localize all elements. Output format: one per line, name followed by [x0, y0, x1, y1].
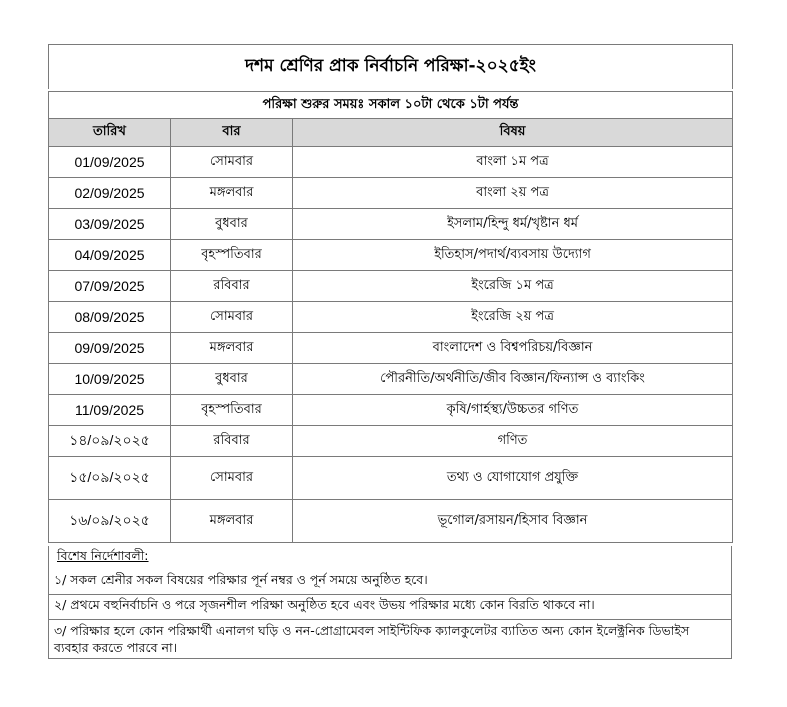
exam-title: দশম শ্রেণির প্রাক নির্বাচনি পরিক্ষা-২০২৫ইং [49, 45, 733, 90]
cell-day: সোমবার [171, 457, 293, 500]
special-instructions [48, 546, 732, 659]
cell-day: সোমবার [171, 147, 293, 178]
table-row [49, 240, 733, 271]
routine-table [48, 44, 733, 543]
exam-routine-sheet [48, 44, 732, 543]
cell-day: মঙ্গলবার [171, 333, 293, 364]
cell-subject: ইংরেজি ১ম পত্র [293, 271, 733, 302]
cell-day: বুধবার [171, 209, 293, 240]
cell-subject: কৃষি/গার্হস্থ্য/উচ্চতর গণিত [293, 395, 733, 426]
cell-subject: বাংলা ২য় পত্র [293, 178, 733, 209]
cell-date: 10/09/2025 [49, 364, 171, 395]
cell-day: রবিবার [171, 426, 293, 457]
column-header-day: বার [171, 119, 293, 147]
table-row [49, 302, 733, 333]
instruction-item: ৩/ পরিক্ষার হলে কোন পরিক্ষার্থী এনালগ ঘড়ি ও নন-প্রোগ্রামেবল সাইন্টিফিক ক্যালকুলেটর ব্যাতিত অন্য কোন ইলেক্ট্রনিক ডিভাইস ব্যবহার করতে পারবে না। [48, 620, 732, 659]
cell-subject: পৌরনীতি/অর্থনীতি/জীব বিজ্ঞান/ফিন্যান্স ও ব্যাংকিং [293, 364, 733, 395]
table-row [49, 271, 733, 302]
column-header-date: তারিখ [49, 119, 171, 147]
cell-subject: ইতিহাস/পদার্থ/ব্যবসায় উদ্যোগ [293, 240, 733, 271]
table-row [49, 178, 733, 209]
table-row [49, 333, 733, 364]
cell-subject: ইসলাম/হিন্দু ধর্ম/খৃষ্টান ধর্ম [293, 209, 733, 240]
cell-date: 07/09/2025 [49, 271, 171, 302]
cell-date: ১৪/০৯/২০২৫ [49, 426, 171, 457]
cell-subject: বাংলাদেশ ও বিশ্বপরিচয়/বিজ্ঞান [293, 333, 733, 364]
table-row [49, 500, 733, 543]
table-row [49, 209, 733, 240]
cell-day: মঙ্গলবার [171, 500, 293, 543]
cell-subject: ভূগোল/রসায়ন/হিসাব বিজ্ঞান [293, 500, 733, 543]
instruction-item: ১/ সকল শ্রেনীর সকল বিষয়ের পরিক্ষার পূর্ন নম্বর ও পূর্ন সময়ে অনুষ্ঠিত হবে। [48, 570, 732, 595]
cell-subject: ইংরেজি ২য় পত্র [293, 302, 733, 333]
table-row [49, 426, 733, 457]
cell-day: রবিবার [171, 271, 293, 302]
table-row [49, 395, 733, 426]
column-header-subject: বিষয় [293, 119, 733, 147]
cell-date: 01/09/2025 [49, 147, 171, 178]
table-row [49, 147, 733, 178]
exam-time: পরিক্ষা শুরুর সময়ঃ সকাল ১০টা থেকে ১টা পর্যন্ত [49, 92, 733, 119]
cell-date: 02/09/2025 [49, 178, 171, 209]
cell-day: সোমবার [171, 302, 293, 333]
cell-day: বৃহস্পতিবার [171, 240, 293, 271]
routine-rows [49, 147, 733, 543]
cell-subject: তথ্য ও যোগাযোগ প্রযুক্তি [293, 457, 733, 500]
cell-date: 11/09/2025 [49, 395, 171, 426]
cell-date: 04/09/2025 [49, 240, 171, 271]
cell-subject: বাংলা ১ম পত্র [293, 147, 733, 178]
instruction-item: ২/ প্রথমে বহুনির্বাচনি ও পরে সৃজনশীল পরিক্ষা অনুষ্ঠিত হবে এবং উভয় পরিক্ষার মধ্যে কোন বিরতি থাকবে না। [48, 595, 732, 620]
cell-day: বৃহস্পতিবার [171, 395, 293, 426]
cell-date: 08/09/2025 [49, 302, 171, 333]
cell-date: 09/09/2025 [49, 333, 171, 364]
cell-day: মঙ্গলবার [171, 178, 293, 209]
table-row [49, 457, 733, 500]
cell-day: বুধবার [171, 364, 293, 395]
instructions-heading: বিশেষ নির্দেশাবলী: [48, 546, 732, 570]
table-row [49, 364, 733, 395]
cell-subject: গণিত [293, 426, 733, 457]
cell-date: 03/09/2025 [49, 209, 171, 240]
cell-date: ১৬/০৯/২০২৫ [49, 500, 171, 543]
cell-date: ১৫/০৯/২০২৫ [49, 457, 171, 500]
